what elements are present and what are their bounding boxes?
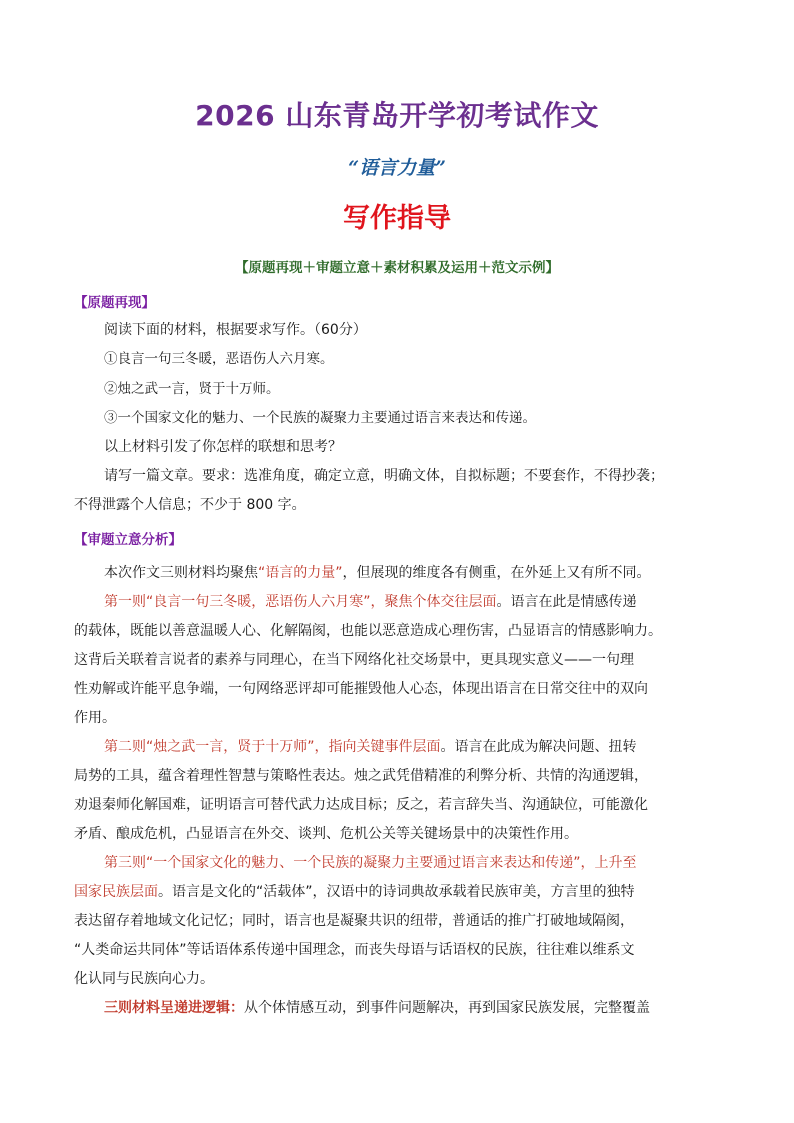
overview-text-end: ，但展现的维度各有侧重，在外延上又有所不同。 <box>342 565 651 581</box>
paragraph-1-line-1 <box>104 592 637 612</box>
paragraph-1-line-4: 性劝解或许能平息争端，一句网络恶评却可能摧毁他人心态，体现出语言在日常交往中的双向 <box>74 681 648 697</box>
paragraph-3-label: 第三则 <box>104 855 146 871</box>
paragraph-1-line-2: 的载体，既能以善意温暖人心、化解隔阂，也能以恶意造成心理伤害，凸显语言的情感影响力。 <box>74 623 662 639</box>
paragraph-overview <box>104 563 651 583</box>
requirement-line-1: 请写一篇文章。要求：选准角度，确定立意，明确文体，自拟标题；不要套作，不得抄袭； <box>104 468 664 484</box>
summary-text: 从个体情感互动，到事件问题解决，再到国家民族发展，完整覆盖 <box>244 1000 650 1016</box>
paragraph-2-quote: “烛之武一言，贤于十万师”，指向关键事件层面 <box>146 739 441 755</box>
material-item-2: ②烛之武一言，贤于十万师。 <box>104 381 280 397</box>
paragraph-2-line-2: 局势的工具，蕴含着理性智慧与策略性表达。烛之武凭借精准的利弊分析、共情的沟通逻辑， <box>74 768 648 784</box>
paragraph-2-label: 第二则 <box>104 739 146 755</box>
paragraph-3-quote: “一个国家文化的魅力、一个民族的凝聚力主要通过语言来表达和传递”，上升至 <box>146 855 637 871</box>
paragraph-3-line-1 <box>104 853 637 873</box>
overview-keyword: “语言的力量” <box>258 565 343 581</box>
structure-line: 【原题再现＋审题立意＋素材积累及运用＋范文示例】 <box>235 260 559 276</box>
material-item-3: ③一个国家文化的魅力、一个民族的凝聚力主要通过语言来表达和传递。 <box>104 410 536 426</box>
section-heading-original: 【原题再现】 <box>74 295 155 311</box>
essay-topic: “语言力量” <box>348 157 446 179</box>
overview-text: 本次作文三则材料均聚焦 <box>104 565 258 581</box>
material-item-1: ①良言一句三冬暖，恶语伤人六月寒。 <box>104 351 334 367</box>
paragraph-1-line-3: 这背后关联着言说者的素养与同理心，在当下网络化社交场景中，更具现实意义——一句理 <box>74 652 634 668</box>
paragraph-3-line-4: “人类命运共同体”等话语体系传递中国理念，而丧失母语与话语权的民族，往往难以维系文 <box>74 942 635 958</box>
paragraph-3-text: 。语言是文化的“活载体”，汉语中的诗词典故承载着民族审美，方言里的独特 <box>158 884 635 900</box>
requirement-line-2: 不得泄露个人信息；不少于 800 字。 <box>74 497 306 513</box>
paragraph-summary-line-1 <box>104 998 650 1018</box>
section-heading-analysis: 【审题立意分析】 <box>74 532 182 548</box>
summary-label: 三则材料呈递进逻辑： <box>104 1000 244 1016</box>
paragraph-1-line-5: 作用。 <box>74 710 116 726</box>
page-title: 2026 山东青岛开学初考试作文 <box>195 99 599 132</box>
paragraph-1-text: 。语言在此是情感传递 <box>496 594 637 610</box>
paragraph-2-line-1 <box>104 737 637 757</box>
question-text: 以上材料引发了你怎样的联想和思考？ <box>104 439 342 455</box>
paragraph-3-line-5: 化认同与民族向心力。 <box>74 971 214 987</box>
paragraph-1-quote: “良言一句三冬暖，恶语伤人六月寒”，聚焦个体交往层面 <box>146 594 497 610</box>
paragraph-1-label: 第一则 <box>104 594 146 610</box>
paragraph-2-line-3: 劝退秦师化解国难，证明语言可替代武力达成目标；反之，若言辞失当、沟通缺位，可能激化 <box>74 797 648 813</box>
paragraph-3-line-2 <box>74 882 635 902</box>
paragraph-3-level: 国家民族层面 <box>74 884 158 900</box>
paragraph-2-text: 。语言在此成为解决问题、扭转 <box>440 739 637 755</box>
guide-heading: 写作指导 <box>343 203 451 234</box>
paragraph-2-line-4: 矛盾、酿成危机，凸显语言在外交、谈判、危机公关等关键场景中的决策性作用。 <box>74 826 578 842</box>
paragraph-3-line-3: 表达留存着地域文化记忆；同时，语言也是凝聚共识的纽带，普通话的推广打破地域隔阂， <box>74 913 634 929</box>
instruction-text: 阅读下面的材料，根据要求写作。（60分） <box>104 322 367 338</box>
